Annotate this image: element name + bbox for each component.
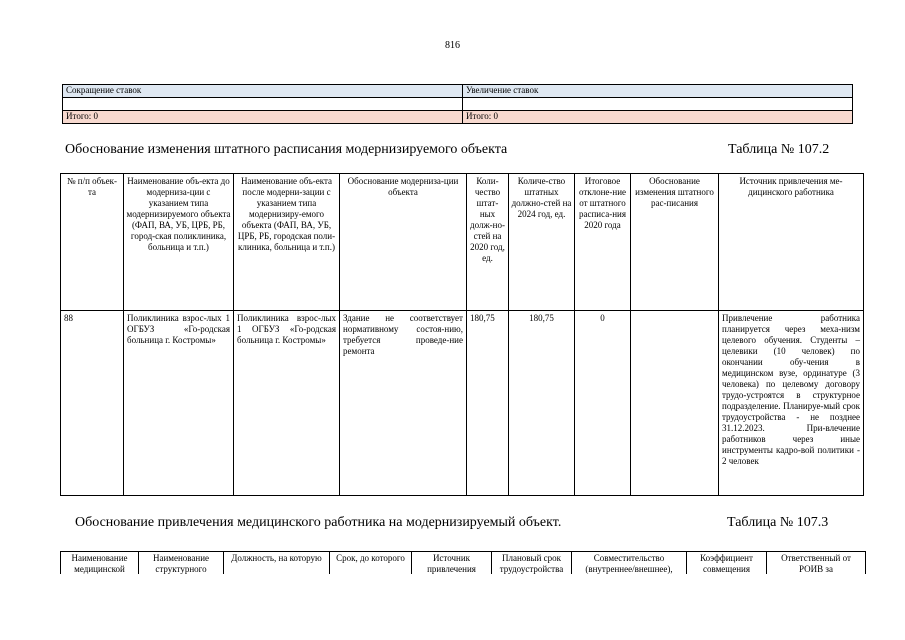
reduction-total: Итого: 0: [63, 111, 463, 124]
table-107-3: [60, 551, 866, 574]
header-change-reason: Обоснование изменения штатного рас-писания: [631, 174, 719, 311]
header-position: Должность, на которую: [224, 552, 330, 575]
header-planned-employment-date: Плановый срок трудоустройства: [492, 552, 572, 575]
cell-deviation: 0: [575, 311, 631, 496]
increase-header: Увеличение ставок: [463, 85, 853, 98]
reduction-header: Сокращение ставок: [63, 85, 463, 98]
cell-positions-2020: 180,75: [467, 311, 509, 496]
header-medical-organization: Наименование медицинской: [61, 552, 139, 575]
header-name-after: Наименование объ-екта после модерни-зации с указанием типа модернизиру-емого объекта (ФАП, ВА, УБ, ЦРБ, РБ, городская поли-клиника, больница и т.п.): [234, 174, 340, 311]
header-positions-2020: Коли-чество штат-ных долж-но-стей на 2020 год, ед.: [467, 174, 509, 311]
cell-worker-source: Привлечение работника планируется через меха-низм целевого обучения. Студенты – целевики (10 человек) по окончании обу-чения в медицинском вузе, ординатуре (3 человека) по целевому договору трудо-устроятся в структурное подразделение. Планируе-мый срок трудоустройства - не позднее 31.12.2023. При-влечение работников через иные инструменты кадро-вой политики - 2 человек: [719, 311, 864, 496]
table-107-3-title: Обоснование привлечения медицинского работника на модернизируемый объект.: [75, 515, 562, 530]
header-combination-coefficient: Коэффициент совмещения: [687, 552, 767, 575]
header-modernization-reason: Обоснование модерниза-ции объекта: [340, 174, 467, 311]
table-107-2-number: Таблица № 107.2: [728, 142, 830, 157]
cell-name-after: Поликлиника взрос-лых 1 ОГБУЗ «Го-родская больница г. Костромы»: [234, 311, 340, 496]
header-responsible: Ответственный от РОИВ за: [767, 552, 866, 575]
table-107-2-title: Обоснование изменения штатного расписания модернизируемого объекта: [65, 142, 508, 157]
header-positions-2024: Количе-ство штатных должно-стей на 2024 год, ед.: [509, 174, 575, 311]
header-source: Источник привлечения: [412, 552, 492, 575]
cell-object-number: 88: [61, 311, 124, 496]
header-object-number: № п/п объек-та: [61, 174, 124, 311]
cell-modernization-reason: Здание не соответствует нормативному состоя-нию, требуется проведе-ние ремонта: [340, 311, 467, 496]
table-107-3-number: Таблица № 107.3: [727, 515, 829, 530]
header-worker-source: Источник привлечения ме-дицинского работника: [719, 174, 864, 311]
increase-total: Итого: 0: [463, 111, 853, 124]
cell-name-before: Поликлиника взрос-лых 1 ОГБУЗ «Го-родская больница г. Костромы»: [124, 311, 234, 496]
header-structural-unit: Наименование структурного: [139, 552, 224, 575]
cell-positions-2024: 180,75: [509, 311, 575, 496]
page-number: 816: [445, 40, 460, 51]
header-deviation: Итоговое отклоне-ние от штатного расписа-ния 2020 года: [575, 174, 631, 311]
header-name-before: Наименование объ-екта до модерниза-ции с указанием типа модернизируемого объекта (ФАП, ВА, УБ, ЦРБ, РБ, город-ская поликлиника, больница и т.п.): [124, 174, 234, 311]
header-part-time: Совместительство (внутреннее/внешнее),: [572, 552, 687, 575]
header-deadline: Срок, до которого: [330, 552, 412, 575]
